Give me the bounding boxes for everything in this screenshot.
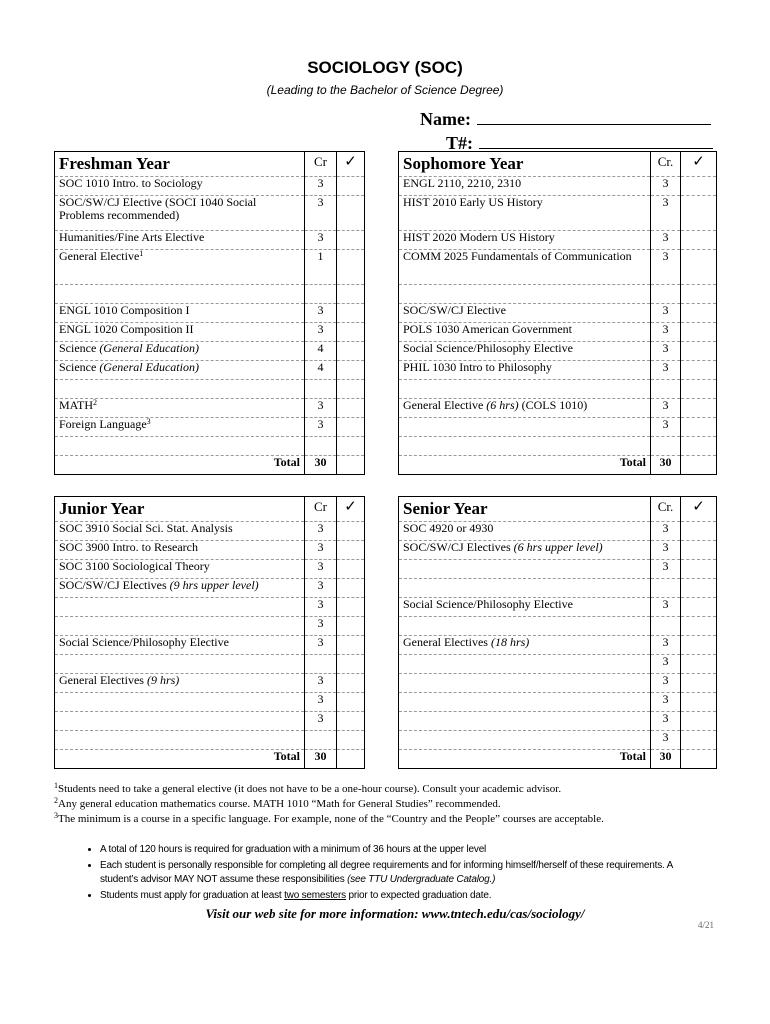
course-credit: 3 xyxy=(651,399,681,418)
course-name xyxy=(55,617,305,636)
total-label: Total xyxy=(399,456,651,475)
sophomore-cr-heading: Cr. xyxy=(651,152,681,177)
course-name: Humanities/Fine Arts Elective xyxy=(55,231,305,250)
check-box[interactable] xyxy=(337,598,365,617)
total-label: Total xyxy=(55,750,305,769)
course-credit: 3 xyxy=(305,617,337,636)
total-credits: 30 xyxy=(651,456,681,475)
check-box[interactable] xyxy=(681,617,717,636)
course-name: SOC 4920 or 4930 xyxy=(399,522,651,541)
senior-check-heading: ✓ xyxy=(681,497,717,522)
course-credit: 3 xyxy=(651,342,681,361)
course-name: ENGL 2110, 2210, 2310 xyxy=(399,177,651,196)
table-row xyxy=(55,361,717,380)
course-name: SOC 3900 Intro. to Research xyxy=(55,541,305,560)
list-item: • Each student is personally responsible for completing all degree requirements and for informing himself/herself of these requirements. A student’s advisor MAY NOT assume these responsibilities (see TTU Undergraduate Catalog.) xyxy=(100,859,678,887)
check-box[interactable] xyxy=(681,304,717,323)
check-box[interactable] xyxy=(337,674,365,693)
course-name: POLS 1030 American Government xyxy=(399,323,651,342)
table-row xyxy=(55,304,717,323)
check-box[interactable] xyxy=(337,560,365,579)
check-box[interactable] xyxy=(337,399,365,418)
course-credit: 1 xyxy=(305,250,337,285)
course-name xyxy=(399,560,651,579)
name-blank[interactable] xyxy=(477,106,711,125)
course-name: SOC/SW/CJ Elective xyxy=(399,304,651,323)
check-box[interactable] xyxy=(337,361,365,380)
course-credit: 3 xyxy=(305,636,337,655)
course-credit: 3 xyxy=(651,541,681,560)
course-credit: 3 xyxy=(305,177,337,196)
table-row xyxy=(55,655,717,674)
course-name: General Electives (9 hrs) xyxy=(55,674,305,693)
course-name: SOC/SW/CJ Elective (SOCI 1040 Social Problems recommended) xyxy=(55,196,305,231)
tnum-blank[interactable] xyxy=(479,130,713,149)
course-name: SOC/SW/CJ Electives (6 hrs upper level) xyxy=(399,541,651,560)
page-title: SOCIOLOGY (SOC) xyxy=(307,58,463,77)
course-credit: 3 xyxy=(305,579,337,598)
total-label: Total xyxy=(55,456,305,475)
course-name: SOC 1010 Intro. to Sociology xyxy=(55,177,305,196)
course-name: Social Science/Philosophy Elective xyxy=(399,598,651,617)
check-box[interactable] xyxy=(681,323,717,342)
course-credit: 3 xyxy=(651,598,681,617)
check-box[interactable] xyxy=(337,437,365,456)
course-credit: 3 xyxy=(651,231,681,250)
table-row xyxy=(55,693,717,712)
check-box[interactable] xyxy=(681,380,717,399)
course-name: Foreign Language$^3$ xyxy=(55,418,305,437)
check-box[interactable] xyxy=(337,342,365,361)
name-field[interactable] xyxy=(420,106,711,130)
course-name: General Elective (6 hrs) (COLS 1010) xyxy=(399,399,651,418)
course-name: ENGL 1020 Composition II xyxy=(55,323,305,342)
table-row xyxy=(55,617,717,636)
footnote-ref: 3 xyxy=(146,417,151,426)
table-row xyxy=(55,598,717,617)
empty-row xyxy=(55,380,717,399)
tnum-label: T#: xyxy=(446,133,473,153)
check-box[interactable] xyxy=(681,177,717,196)
total-credits: 30 xyxy=(305,750,337,769)
course-credit: 4 xyxy=(305,361,337,380)
course-credit: 3 xyxy=(305,674,337,693)
check-box[interactable] xyxy=(681,196,717,231)
year-grid-1-2 xyxy=(54,151,716,475)
table-row xyxy=(55,399,717,418)
course-name: Social Science/Philosophy Elective xyxy=(55,636,305,655)
course-credit: 3 xyxy=(651,522,681,541)
table-row xyxy=(55,418,717,437)
check-box[interactable] xyxy=(681,361,717,380)
course-credit: 4 xyxy=(305,342,337,361)
check-box[interactable] xyxy=(681,285,717,304)
page-subtitle: (Leading to the Bachelor of Science Degree) xyxy=(266,83,504,97)
course-credit: 3 xyxy=(305,712,337,731)
requirements-list xyxy=(78,843,678,905)
table-row xyxy=(55,636,717,655)
check-box[interactable] xyxy=(681,560,717,579)
check-box[interactable] xyxy=(681,399,717,418)
total-row xyxy=(55,750,717,769)
course-credit: 3 xyxy=(305,196,337,231)
course-credit: 3 xyxy=(651,560,681,579)
table-row xyxy=(55,731,717,750)
course-name: SOC 3100 Sociological Theory xyxy=(55,560,305,579)
check-box[interactable] xyxy=(337,522,365,541)
check-box[interactable] xyxy=(681,693,717,712)
freshman-cr-heading: Cr xyxy=(305,152,337,177)
junior-cr-heading: Cr xyxy=(305,497,337,522)
course-name: MATH$^2$ xyxy=(55,399,305,418)
course-name: Science (General Education) xyxy=(55,342,305,361)
table-row xyxy=(55,177,717,196)
footnote-3: $^3$The minimum is a course in a specific language. For example, none of the “Country and the People” courses are acceptable. xyxy=(54,811,604,825)
course-credit: 3 xyxy=(651,323,681,342)
check-box[interactable] xyxy=(681,541,717,560)
freshman-heading: Freshman Year xyxy=(55,152,305,177)
course-credit: 3 xyxy=(305,693,337,712)
course-credit: 3 xyxy=(651,655,681,674)
check-box[interactable] xyxy=(337,617,365,636)
table-row xyxy=(55,579,717,598)
senior-heading: Senior Year xyxy=(399,497,651,522)
table-row xyxy=(55,250,717,285)
course-credit: 3 xyxy=(305,418,337,437)
table-row xyxy=(55,541,717,560)
course-credit: 3 xyxy=(651,712,681,731)
check-box[interactable] xyxy=(337,231,365,250)
footnotes xyxy=(54,782,734,827)
empty-row xyxy=(55,285,717,304)
course-credit: 3 xyxy=(305,304,337,323)
course-credit: 3 xyxy=(651,304,681,323)
table-row xyxy=(55,323,717,342)
table-row xyxy=(55,342,717,361)
check-box[interactable] xyxy=(337,177,365,196)
check-box[interactable] xyxy=(337,541,365,560)
course-credit: 3 xyxy=(651,693,681,712)
total-credits: 30 xyxy=(305,456,337,475)
course-name: General Elective$^1$ xyxy=(55,250,305,285)
total-credits: 30 xyxy=(651,750,681,769)
check-box[interactable] xyxy=(337,712,365,731)
table-row xyxy=(55,522,717,541)
course-name: SOC 3910 Social Sci. Stat. Analysis xyxy=(55,522,305,541)
footnote-2: $^2$Any general education mathematics course. MATH 1010 “Math for General Studies” recommended. xyxy=(54,796,501,810)
course-credit: 3 xyxy=(305,522,337,541)
course-credit: 3 xyxy=(651,636,681,655)
check-box[interactable] xyxy=(681,437,717,456)
check-box[interactable] xyxy=(337,418,365,437)
website-link[interactable]: Visit our web site for more information: www.tntech.edu/cas/sociology/ xyxy=(205,906,585,921)
check-box[interactable] xyxy=(681,579,717,598)
empty-row xyxy=(55,437,717,456)
course-credit: 3 xyxy=(305,541,337,560)
check-box[interactable] xyxy=(681,712,717,731)
course-name: SOC/SW/CJ Electives (9 hrs upper level) xyxy=(55,579,305,598)
list-item: • A total of 120 hours is required for graduation with a minimum of 36 hours at the upper level xyxy=(100,843,678,857)
course-name: COMM 2025 Fundamentals of Communication xyxy=(399,250,651,285)
course-name: General Electives (18 hrs) xyxy=(399,636,651,655)
check-box[interactable] xyxy=(337,250,365,285)
check-box[interactable] xyxy=(681,342,717,361)
check-box[interactable] xyxy=(337,323,365,342)
revision-date: 4/21 xyxy=(698,920,715,930)
check-box[interactable] xyxy=(681,731,717,750)
total-row xyxy=(55,456,717,475)
course-credit: 3 xyxy=(305,560,337,579)
check-box[interactable] xyxy=(681,250,717,285)
course-credit: 3 xyxy=(651,418,681,437)
freshman-check-heading: ✓ xyxy=(337,152,365,177)
table-row xyxy=(55,196,717,231)
check-box[interactable] xyxy=(681,418,717,437)
table-row xyxy=(55,231,717,250)
check-box[interactable] xyxy=(681,598,717,617)
course-credit: 3 xyxy=(651,674,681,693)
check-box[interactable] xyxy=(337,196,365,231)
total-label: Total xyxy=(399,750,651,769)
course-name: HIST 2020 Modern US History xyxy=(399,231,651,250)
course-credit: 3 xyxy=(651,731,681,750)
check-box[interactable] xyxy=(337,285,365,304)
course-name: ENGL 1010 Composition I xyxy=(55,304,305,323)
sophomore-check-heading: ✓ xyxy=(681,152,717,177)
footnote-ref: 2 xyxy=(93,398,98,407)
check-box[interactable] xyxy=(337,731,365,750)
check-box[interactable] xyxy=(337,693,365,712)
course-name: Science (General Education) xyxy=(55,361,305,380)
senior-cr-heading: Cr. xyxy=(651,497,681,522)
course-credit: 3 xyxy=(651,196,681,231)
year-grid-3-4 xyxy=(54,496,716,769)
course-credit: 3 xyxy=(305,231,337,250)
table-row xyxy=(55,712,717,731)
course-credit: 3 xyxy=(651,177,681,196)
course-credit: 3 xyxy=(305,598,337,617)
sophomore-heading: Sophomore Year xyxy=(399,152,651,177)
check-box[interactable] xyxy=(681,636,717,655)
list-item: • Students must apply for graduation at least two semesters prior to expected graduation date. xyxy=(100,889,678,903)
course-credit: 3 xyxy=(651,250,681,285)
check-box[interactable] xyxy=(337,304,365,323)
junior-heading: Junior Year xyxy=(55,497,305,522)
table-row xyxy=(55,560,717,579)
footnote-1: $^1$Students need to take a general elective (it does not have to be a one-hour course). Consult your academic advisor. xyxy=(54,781,562,795)
course-name xyxy=(55,598,305,617)
check-box[interactable] xyxy=(681,655,717,674)
check-box[interactable] xyxy=(337,380,365,399)
course-credit: 3 xyxy=(305,399,337,418)
course-credit: 3 xyxy=(651,361,681,380)
course-name xyxy=(399,418,651,437)
course-name: PHIL 1030 Intro to Philosophy xyxy=(399,361,651,380)
junior-check-heading: ✓ xyxy=(337,497,365,522)
course-name: HIST 2010 Early US History xyxy=(399,196,651,231)
check-box[interactable] xyxy=(681,231,717,250)
check-box[interactable] xyxy=(681,522,717,541)
check-box[interactable] xyxy=(337,655,365,674)
footnote-ref: 1 xyxy=(139,249,144,258)
course-name: Social Science/Philosophy Elective xyxy=(399,342,651,361)
table-row xyxy=(55,674,717,693)
course-credit: 3 xyxy=(305,323,337,342)
name-label: Name: xyxy=(420,109,471,129)
check-box[interactable] xyxy=(337,636,365,655)
check-box[interactable] xyxy=(681,674,717,693)
check-box[interactable] xyxy=(337,579,365,598)
